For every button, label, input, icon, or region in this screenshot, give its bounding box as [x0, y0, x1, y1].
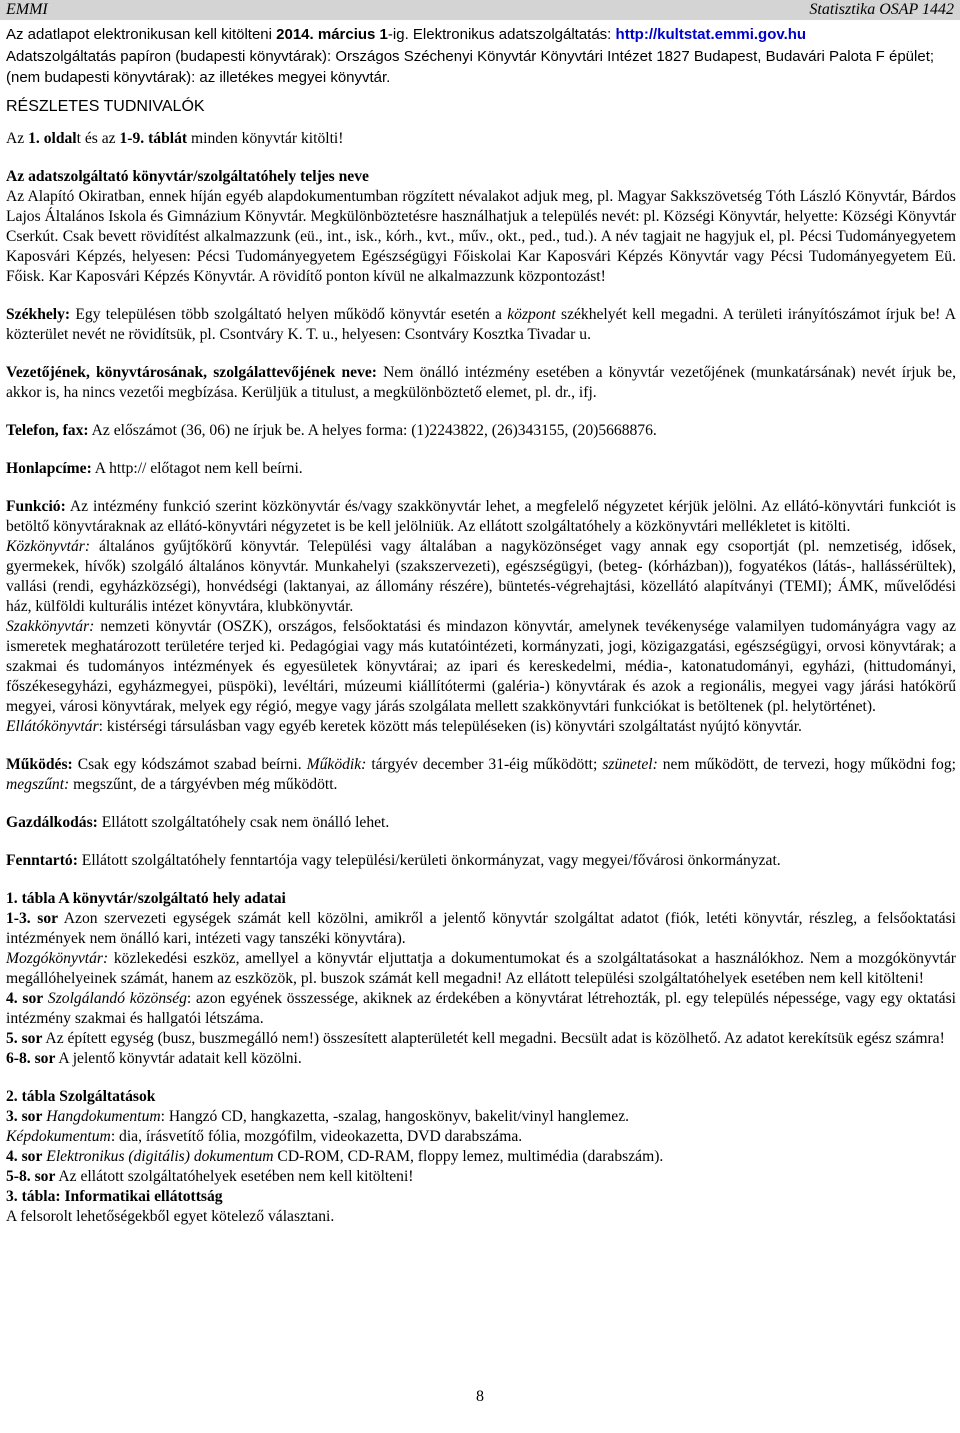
text: CD-ROM, CD-RAM, floppy lemez, multimédia (darabszám).: [273, 1148, 664, 1165]
name-text: Az Alapító Okiratban, ennek híján egyéb alapdokumentumban rögzített névalakot adjuk meg, pl. Magyar Sakkszövetség Tóth László Könyvtár, Bárdos Lajos Általános Iskola és Gimnázium Könyvtár. Megkülönböztetésre használhatjuk a település nevét: pl. Községi Könyvtár, helyette: Községi Könyvtár Cserkút. Csak bevett rövidítést alkalmazzunk (eü., int., isk., kórh., kvt., műv., okt., ped., tud.). A név tagjait ne hagyjuk el, pl. Pécsi Tudományegyetem Kaposvári Képzés, helyesen: Pécsi Tudományegyetem Egészségügyi Főiskolai Kar Kaposvári Képzés Könyvtár vagy Pécsi Tudományegyetem Eü. Főisk. Kar Kaposvári Képzés Könyvtár. A rövidítő ponton kívül ne alkalmazzunk központozást!: [6, 188, 956, 285]
bold-text: 1-9. táblát: [119, 130, 188, 147]
text: székhelyét kell megadni. A területi irányítószámot írjuk be! A közterület nevét ne rövidítsük, pl. Csontváry K. T. u., helyesen: Csontváry Kosztka Tivadar u.: [6, 306, 956, 343]
label: 1-3. sor: [6, 910, 59, 927]
vezeto: [6, 363, 956, 403]
italic-text: Működik:: [306, 756, 367, 773]
notice-text: -ig. Elektronikus adatszolgáltatás:: [387, 26, 616, 43]
text: közlekedési eszköz, amellyel a könyvtár eljuttatja a dokumentumokat és a szolgáltatásokat a használókhoz. Nem a mozgókönyvtár megállóhelyeinek számát, hanem az eszközök, pl. buszok számát kell megadni! Az ellátott települési szolgáltatóhelyek esetében nem kell kitölteni!: [6, 950, 956, 987]
heading: 1. tábla A könyvtár/szolgáltató hely adatai: [6, 890, 286, 907]
text: : kistérségi társulásban vagy egyéb keretek között más településeken (is) könyvtári szolgáltatást nyújtó könyvtár.: [98, 718, 802, 735]
ellatokonyvtar: [6, 717, 956, 737]
notice-date: 2014. március 1: [276, 26, 388, 43]
text: A http:// előtagot nem kell beírni.: [91, 460, 303, 477]
text: tárgyév december 31-éig működött;: [366, 756, 603, 773]
funkcio: [6, 497, 956, 537]
table2-row3: [6, 1107, 956, 1127]
text: Ellátott szolgáltatóhely fenntartója vagy települési/kerületi önkormányzat, vagy megyei/fővárosi önkormányzat.: [77, 852, 781, 869]
telefon: [6, 421, 956, 441]
page-number: 8: [476, 1388, 484, 1405]
italic-label: Közkönyvtár:: [6, 538, 91, 555]
text: : Hangzó CD, hangkazetta, -szalag, hangoskönyv, bakelit/vinyl hanglemez.: [160, 1108, 630, 1125]
italic-label: Ellátókönyvtár: [6, 718, 99, 735]
text: nem működött, de tervezi, hogy működni fog;: [657, 756, 956, 773]
text: A jelentő könyvtár adatait kell közölni.: [55, 1050, 302, 1067]
table1-row4: [6, 989, 956, 1029]
text: Azon szervezeti egységek számát kell közölni, amikről a jelentő könyvtár szolgáltat adatot (fiók, letéti könyvtár, részleg, a felsőoktatási intézmények nem önálló kari, intézeti vagy tanszéki könyvtára).: [6, 910, 956, 947]
page-header: [0, 0, 960, 20]
szakkonyvtar: [6, 617, 956, 717]
text: t és az: [76, 130, 120, 147]
label: Vezetőjének, könyvtárosának, szolgálattevőjének neve:: [6, 364, 378, 381]
table2-row4: [6, 1147, 956, 1167]
submission-notice: [6, 24, 956, 89]
text: megszűnt, de a tárgyévben még működött.: [69, 776, 338, 793]
kozkonyvtar: [6, 537, 956, 617]
italic-text: Elektronikus (digitális) dokumentum: [42, 1148, 274, 1165]
honlap: [6, 459, 956, 479]
label: Telefon, fax:: [6, 422, 89, 439]
fenntarto: [6, 851, 956, 871]
label: 6-8. sor: [6, 1050, 56, 1067]
text: Ellátott szolgáltatóhely csak nem önálló lehet.: [97, 814, 390, 831]
notice-text: Az adatlapot elektronikusan kell kitölteni: [6, 26, 277, 43]
header-left: EMMI: [6, 1, 48, 18]
notice-line-1: [6, 24, 956, 46]
label: Működés:: [6, 756, 73, 773]
heading: Az adatszolgáltató könyvtár/szolgáltatóhely teljes neve: [6, 168, 369, 185]
table2-heading: [6, 1087, 956, 1107]
label: Honlapcíme:: [6, 460, 92, 477]
text: Az: [6, 130, 29, 147]
table2-row58: [6, 1167, 956, 1187]
italic-text: szünetel:: [602, 756, 658, 773]
document-body: [6, 97, 956, 1227]
table1-row13: [6, 909, 956, 949]
text: minden könyvtár kitölti!: [187, 130, 344, 147]
italic-text: központ: [507, 306, 556, 323]
table1-row5: [6, 1029, 956, 1049]
text: nemzeti könyvtár (OSZK), országos, felsőoktatási és mindazon könyvtár, amelynek tevékenysége valamilyen tudományágra vagy az ismeretek meghatározott területére terjed ki. Pedagógiai vagy más kutatóintézeti, kormányzati, jogi, közigazgatási, egészségügyi, orvosi könyvtárak; a szakmai és tudományos intézmények és egyesületek könyvtárai; az ipari és kereskedelmi, média-, katonatudományi, egyházi, (hittudományi, főszékesegyházi, egyházmegyei, püspöki), levéltári, múzeumi kiállítótermi (galéria-) könyvtárak és azok a regionális, megyei vagy járási hatókörű megyei, városi könyvtárak, melyek egy régió, megye vagy járás szolgálata mellett szakkönyvtári funkciókat is betöltenek (pl. helytörténet).: [6, 618, 956, 715]
text: Nem önálló intézmény esetében a könyvtár vezetőjének (munkatársának) nevét írjuk be, akkor is, ha nincs vezetői megbízása. Kerüljük a titulust, a megkülönböztető elemet, pl. dr., ifj.: [6, 364, 956, 401]
gazdalkodas: [6, 813, 956, 833]
heading: 3. tábla: Informatikai ellátottság: [6, 1188, 223, 1205]
kultstat-link[interactable]: http://kultstat.emmi.gov.hu: [615, 26, 807, 43]
name-heading: [6, 167, 956, 187]
text: Csak egy kódszámot szabad beírni.: [72, 756, 307, 773]
table1-mozgo: [6, 949, 956, 989]
label: Funkció:: [6, 498, 66, 515]
mukodes: [6, 755, 956, 795]
label: 3. sor: [6, 1108, 43, 1125]
text: Az előszámot (36, 06) ne írjuk be. A helyes forma: (1)2243822, (26)343155, (20)5668876.: [88, 422, 657, 439]
label: Székhely:: [6, 306, 71, 323]
notice-line-2: Adatszolgáltatás papíron (budapesti könyvtárak): Országos Széchenyi Könyvtár Könyvtári Intézet 1827 Budapest, Budavári Palota F épület; (nem budapesti könyvtárak): az illetékes megyei könyvtár.: [6, 47, 935, 86]
bold-text: 1. oldal: [28, 130, 77, 147]
italic-text: Hangdokumentum: [42, 1108, 161, 1125]
table3-heading: [6, 1187, 956, 1207]
heading: 2. tábla Szolgáltatások: [6, 1088, 156, 1105]
section-title: RÉSZLETES TUDNIVALÓK: [6, 98, 205, 115]
text: : dia, írásvetítő fólia, mozgófilm, videokazetta, DVD darabszáma.: [110, 1128, 523, 1145]
label: 4. sor: [6, 1148, 43, 1165]
text: Az intézmény funkció szerint közkönyvtár és/vagy szakkönyvtár lehet, a megfelelő négyzetet kérjük jelölni. Az ellátó-könyvtári funkciót is betöltő könyvtáraknak az ellátó-könyvtári négyzetet is be kell jelölniük. Az ellátott szolgáltatóhely a közkönyvtári mellékletet is kitölti.: [6, 498, 956, 535]
italic-label: Szakkönyvtár:: [6, 618, 95, 635]
italic-text: megszűnt:: [6, 776, 70, 793]
italic-label: Mozgókönyvtár:: [6, 950, 109, 967]
table1-row68: [6, 1049, 956, 1069]
szekhely: [6, 305, 956, 345]
text: Az ellátott szolgáltatóhelyek esetében nem kell kitölteni!: [55, 1168, 414, 1185]
italic-text: Szolgálandó közönség: [43, 990, 187, 1007]
text: általános gyűjtőkörű könyvtár. Települési vagy általában a nagyközönséget vagy annak egy csoportját (pl. nemzetiség, idősek, gyermekek, hívők) szolgáló általános könyvtár. Munkahelyi (szakszervezeti), egészségügyi, (beteg- (kórházban)), fogyatékos (látás-, hallássérültek), vallási (rendi, egyházközségi), honvédségi (laktanyai, az állomány részére), büntetés-végrehajtási, közellátó alapítványi (TEMI); ÁMK, művelődési ház, külföldi kulturális intézet könyvtára, klubkönyvtár.: [6, 538, 956, 615]
text: Egy településen több szolgáltató helyen működő könyvtár esetén a: [70, 306, 508, 323]
table1-heading: [6, 889, 956, 909]
italic-text: Képdokumentum: [6, 1128, 111, 1145]
label: 5-8. sor: [6, 1168, 56, 1185]
header-right: Statisztika OSAP 1442: [809, 1, 954, 18]
label: 5. sor: [6, 1030, 43, 1047]
label: Gazdálkodás:: [6, 814, 98, 831]
text: : azon egyének összessége, akiknek az érdekében a könyvtárat létrehozták, pl. egy település népessége, vagy egy oktatási intézmény szakmai és hallgatói létszáma.: [6, 990, 956, 1027]
intro: [6, 129, 956, 149]
table3-text: A felsorolt lehetőségekből egyet kötelező választani.: [6, 1208, 335, 1225]
label: 4. sor: [6, 990, 44, 1007]
table2-kep: [6, 1127, 956, 1147]
text: Az épített egység (busz, buszmegálló nem!) összesített alapterületét kell megadni. Becsült adat is közölhető. Az adatot kerekítsük egész számra!: [42, 1030, 945, 1047]
label: Fenntartó:: [6, 852, 78, 869]
